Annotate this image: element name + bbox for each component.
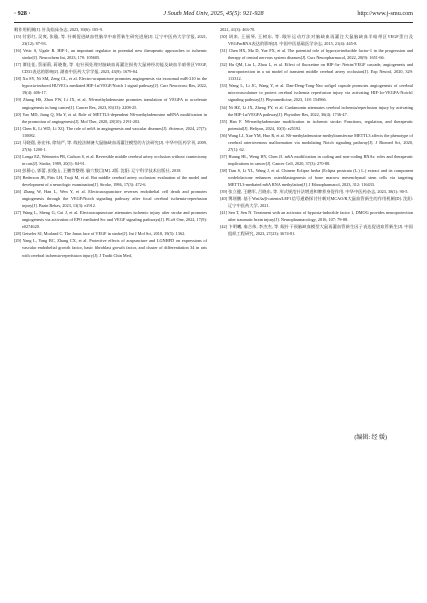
reference-item: [34] Ni HZ, Li JX, Zheng FY, et al. Cardamonin attenuates cerebral ischemia/reperfusion injury by activating the HIF-1α/VEGFA pathway[J]. Phytother Res, 2022, 36(4): 1736-47. — [220, 104, 413, 117]
reference-item: [23] Longa EZ, Weinstein PR, Carlson S, et al. Reversible middle cerebral artery occlusion without craniectomy in rats[J]. Stroke, 1989, 20(1): 84-91. — [14, 153, 207, 166]
reference-item: [17] 谭佳佳, 蔡丽莉, 蒋晓俊, 等. 电针预处理对脑缺血再灌注损伤大鼠神经功能及缺血半暗带区VEGF, CD31表达的影响[J]. 湖南中医药大学学报, 2023, 43(9): 1679-84. — [14, 62, 207, 75]
reference-item: [16] Vettc S, Ugale R. HIF-1, an important regulator in potential new therapeutic approaches to ischemic stroke[J]. Neurochem Int, 2023, 170: 105605. — [14, 48, 207, 61]
reference-item: [22] 马晓璟, 孙宏伟, 徐灿严, 等. 线栓法制备大鼠脑缺血再灌注模型的方法研究[J]. 中华中医药学刊, 2009, 27(6): 1200-1. — [14, 139, 207, 152]
reference-item: [27] Wang L, Sheng G, Cui J, et al. Electroacupuncture attenuates ischemic injury after stroke and promotes angiogenesis via activation of EPO mediated Src and VEGF signaling pathways[J]. PLoS One, 2022, 17(9): e0274620. — [14, 210, 207, 230]
reference-item: [32] Hu QM, Liu L, Zhou L, et al. Effect of fluoxetine on HIF-1α- Netrin/VEGF cascade, angiogenesis and neuroprotection in a rat model of transient middle cerebral artery occlusion[J]. Exp Neurol, 2020, 329: 113312. — [220, 62, 413, 82]
references-right-column — [220, 26, 413, 237]
page-number: · 928 · — [14, 10, 31, 17]
reference-item: [24] 彭静心, 郭蕾, 彭俊山, 王鹏等整理. 腧穴数目[M]. 2版. 沈阳: 辽宁科学技术出版社, 2018. — [14, 167, 182, 173]
reference-item: [25] Bederson JB, Pitts LH, Tsuji M, et al. Rat middle cerebral artery occlusion: evaluation of the model and development of a neurologic examination[J]. Stroke, 1986, 17(3): 472-6. — [14, 174, 207, 188]
reference-item: [33] Wang L, Li JC, Wang Y, et al. Dan-Deng-Tong-Nao softgel capsule promotes angiogenesis of cerebral microvasculature to protect cerebral ischemia reperfusion injury via activating HIF-1α-VEGFA-Notch1 signaling pathway[J]. Phytomedicine, 2023, 118: 154966. — [220, 83, 413, 103]
reference-item: [20] Yao MD, Jiang Q, Ma Y, et al. Role of METTL3-dependent N6-methyladenosine mRNA modification in the promotion of angiogenesis[J]. Mol Ther, 2020, 28(10): 2191-202. — [14, 111, 207, 124]
reference-item: [40] 博瑶鹏. 基于Wnt3a/β-catenin/LEF1信号通路探讨针刺对MCAO/R大鼠血管新生的作用机制[D]. 沈阳: 辽宁中医药大学, 2021. — [220, 196, 413, 209]
journal-citation: J South Med Univ, 2025, 45(5): 921-928 — [163, 10, 264, 17]
reference-item: [42] 卞明曦, 秦合伟, 李杰杰, 等. 眼针干预脑缺血模型大鼠再灌血管新生因子表达促进血管新生[J]. 中国组织工程研究, 2023, 27(23): 3674-81. — [220, 224, 413, 237]
reference-item: [30] 胡来, 王丽琴, 王树东, 等. 眼针运动疗法对脑缺血再灌注大鼠脑缺血半暗带区VEGF蛋白及VEGFmRNA表达的影响[J]. 中国中医基础医学杂志, 2015, 21(4): 445-8. — [220, 34, 413, 47]
page-header — [14, 8, 413, 23]
journal-url: http://www.j-smu.com — [357, 10, 413, 17]
reference-item: [19] Zhang HS, Zhou FW, Li JX, et al. N6-methyladenosine promotes translation of VEGFA to accelerate angiogenesis in lung cancer[J]. Cancer Res, 2023, 83(13): 2208-25. — [14, 97, 207, 110]
reference-item: [38] Tian S, Li YL, Wang J, et al. Chinese Eclipse herba (Eclipta prostrata (L.) L.) extract and its component wedelolactone enhances osteoblastogenesis of bone marrow mesenchymal stem cells via targeting METTL3-mediated m6A RNA methylation[J]. J Ethnopharmacol, 2023, 312: 116433. — [220, 167, 413, 188]
reference-item: [41] Sen T, Sen N. Treatment with an activator of hypoxia-inducible factor 1, DMOG provides neuroprotection after traumatic brain injury[J]. Neuropharmacology, 2016, 107: 79-88. — [220, 210, 413, 223]
reference-item: [15] 付彩红, 吴爽, 张璇, 等. 针刺促进缺血性脑卒中血管新生研究进展[J]. 辽宁中医药大学学报, 2021, 23(12): 87-93. — [14, 34, 207, 47]
reference-item: [39] 张立健, 王鹏军, 吕晓东, 等. 形式规范针法增进和脾养身促作用. 中华中医药杂志, 2023, 38(1): 90-5. — [220, 189, 409, 195]
editor-note: (编辑: 经 媛) — [354, 435, 387, 441]
reference-item: 咽作用机制[J]. 针灸临床杂志, 2023, 39(6): 105-9. — [14, 27, 103, 32]
reference-item: [29] Yang L, Yang BC, Zhang CX, et al. Protective effects of acupuncture and LGNHFD on expressions of vascular endothelial growth factor, basic fibroblast growth factor, and cluster of differentiation 34 in rats with cerebral ischemia-reperfusion injury[J]. J Tradit Chin Med, — [14, 238, 207, 258]
reference-item: [37] Huang HL, Weng HY, Chen JJ. m6A modification in coding and non-coding RNAs: roles and therapeutic implications in cancer[J]. Cancer Cell, 2020, 37(3): 270-88. — [220, 153, 413, 166]
reference-item: [35] Han F. N6-methyladenosine modification in ischemic stroke: Functions, regulation, and therapeutic potential[J]. Heliyon, 2024, 10(3): e25192. — [220, 118, 413, 131]
reference-item: [31] Chen HX, Ma D, Yue FX, et al. The potential role of hypoxia-inducible factor-1 in the progression and therapy of central nervous system diseases[J]. Curr Neuropharmacol, 2022, 20(9): 1651-66. — [220, 48, 413, 61]
reference-item: 2021, 41(3): 463-70. — [220, 27, 256, 32]
reference-item: [36] Wang LJ, Xue YM, Huo R, et al. N6-methyladenosine methyltransferase METTL3 affects the phenotype of cerebral arteriovenous malformation via modulating Notch signaling pathway[J]. J Biomed Sci, 2020, 27(1): 62. — [220, 132, 413, 152]
reference-item: [28] Geiseler SJ, Morland C. The Janus face of VEGF in stroke[J]. Int J Mol Sci, 2018, 19(5): 1362. — [14, 231, 186, 237]
references-left-column — [14, 26, 207, 259]
reference-item: [26] Zhang W, Han L, Wen Y, et al. Electroacupuncture reverses endothelial cell death and promotes angiogenesis through the VEGF/Notch signaling pathway after focal cerebral ischemia-reperfusion injury[J]. Brain Behav, 2023, 13(3): e2912. — [14, 189, 207, 209]
reference-item: [21] Chen K, Li WD, Li XQ. The role of m6A in angiogenesis and vascular diseases[J]. iScience, 2024, 27(7): 110082. — [14, 125, 207, 138]
reference-item: [18] Xu SY, Ni SM, Zeng CL, et al. Electro-acupuncture promotes angiogenesis via exosomal miR-210 in the hypoxia-induced HUVECs mediated HIF-1α/VEGF/Notch 1 signal pathway[J]. Curr Neurovasc Res, 2022, 19(4): 406-17. — [14, 76, 207, 96]
